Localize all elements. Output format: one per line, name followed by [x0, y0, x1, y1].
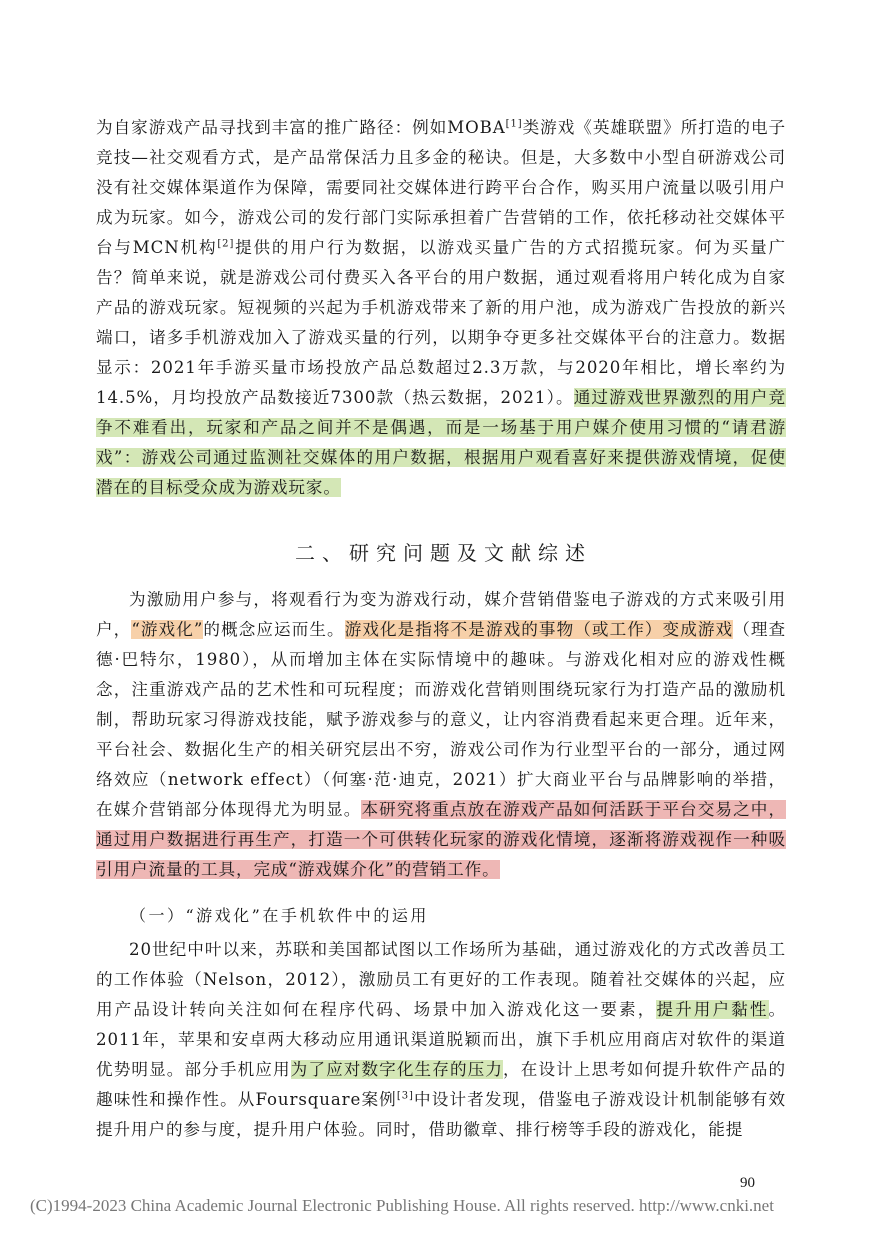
section-heading: 二、研究问题及文献综述	[295, 541, 592, 565]
paragraph-1-text-b: 类游戏《英雄联盟》所打造的电子竞技—社交观看方式，是产品常保活力且多金的秘诀。但是，大多数中小型自研游戏公司没有社交媒体渠道作为保障，需要同社交媒体进行跨平台合作，购买用户流量以吸引用户成为玩家。如今，游戏公司的发行部门实际承担着广告营销的工作，依托移动社交媒体平台与MCN机构	[96, 118, 787, 257]
paragraph-1-text-a: 为自家游戏产品寻找到丰富的推广路径：例如MOBA	[96, 118, 506, 137]
paragraph-3-text-d: 中设计者发现，借鉴电子游戏设计机制能够有效提升用户的参与度，提升用户体验。同时，借助徽章、排行榜等手段的游戏化，能提	[96, 1090, 786, 1139]
footnote-ref-3[interactable]: [3]	[396, 1090, 414, 1102]
page-number: 90	[740, 1175, 755, 1191]
highlight-pink-1: 本研究将重点放在游戏产品如何活跃于平台交易之中，通过用户数据进行再生产，打造一个可供转化玩家的游戏化情境，逐渐将游戏视作一种吸引用户流量的工具，完成“游戏媒介化”的营销工作。	[96, 800, 786, 879]
paragraph-3-text-c: ，在设计上思考如何提升软件产品的趣味性和操作性。从Foursquare案例	[96, 1060, 786, 1109]
highlight-orange-2: 游戏化是指将不是游戏的事物（或工作）变成游戏	[344, 620, 734, 639]
paragraph-3	[96, 935, 786, 1145]
paragraph-2-text-b: 的概念应运而生。	[203, 620, 345, 639]
paragraph-1	[96, 113, 786, 503]
paragraph-1-text-c: 提供的用户行为数据，以游戏买量广告的方式招揽玩家。何为买量广告？简单来说，就是游戏公司付费买入各平台的用户数据，通过观看将用户转化成为自家产品的游戏玩家。短视频的兴起为手机游戏带来了新的用户池，成为游戏广告投放的新兴端口，诸多手机游戏加入了游戏买量的行列，以期争夺更多社交媒体平台的注意力。数据显示：2021年手游买量市场投放产品总数超过2.3万款，与2020年相比，增长率约为14.5%，月均投放产品数接近7300款（热云数据，2021）。	[96, 238, 786, 407]
paragraph-2	[96, 585, 786, 885]
highlight-green-2: 提升用户黏性	[656, 1000, 769, 1019]
copyright-footer: (C)1994-2023 China Academic Journal Electronic Publishing House. All rights reserved. http://www.cnki.net	[30, 1196, 774, 1215]
highlight-orange-1: “游戏化”	[131, 620, 204, 639]
paragraph-2-text-c: （理查德·巴特尔，1980），从而增加主体在实际情境中的趣味。与游戏化相对应的游戏性概念，注重游戏产品的艺术性和可玩程度；而游戏化营销则围绕玩家行为打造产品的激励机制，帮助玩家习得游戏技能，赋予游戏参与的意义，让内容消费看起来更合理。近年来，平台社会、数据化生产的相关研究层出不穷，游戏公司作为行业型平台的一部分，通过网络效应（network effect）（何塞·范·迪克，2021）扩大商业平台与品牌影响的举措，在媒介营销部分体现得尤为明显。	[96, 620, 786, 819]
paragraph-3-text-a: 20世纪中叶以来，苏联和美国都试图以工作场所为基础，通过游戏化的方式改善员工的工作体验（Nelson，2012），激励员工有更好的工作表现。随着社交媒体的兴起，应用产品设计转向关注如何在程序代码、场景中加入游戏化这一要素，	[96, 940, 786, 1019]
footnote-ref-2[interactable]: [2]	[217, 238, 235, 250]
paragraph-3-text-b: 。2011年，苹果和安卓两大移动应用通讯渠道脱颖而出，旗下手机应用商店对软件的渠道优势明显。部分手机应用	[96, 1000, 787, 1079]
subsection-heading: （一）“游戏化”在手机软件中的运用	[130, 906, 429, 925]
footnote-ref-1[interactable]: [1]	[505, 118, 523, 130]
highlight-green-3: 为了应对数字化生存的压力	[290, 1060, 504, 1079]
highlight-green-1: 通过游戏世界激烈的用户竞争不难看出，玩家和产品之间并不是偶遇，而是一场基于用户媒介使用习惯的“请君游戏”：游戏公司通过监测社交媒体的用户数据，根据用户观看喜好来提供游戏情境，促使潜在的目标受众成为游戏玩家。	[96, 388, 786, 497]
paragraph-2-text-a: 为激励用户参与，将观看行为变为游戏行动，媒介营销借鉴电子游戏的方式来吸引用户，	[96, 590, 786, 639]
